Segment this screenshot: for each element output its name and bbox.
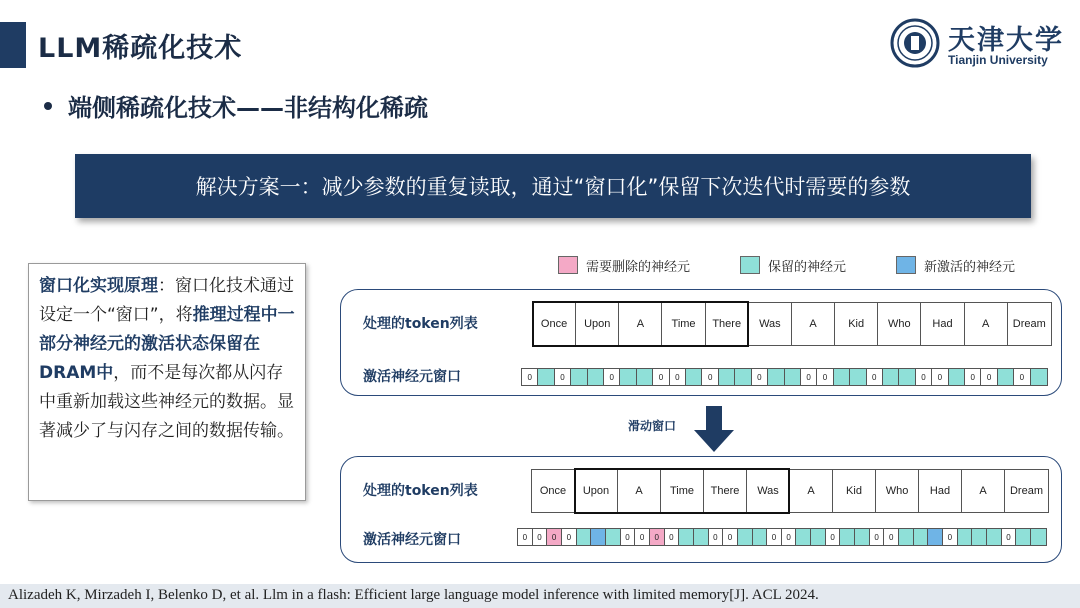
token-cell: A: [792, 303, 835, 345]
neuron-cell: [914, 529, 929, 545]
neuron-cell: 0: [782, 529, 797, 545]
legend-swatch-blue: [896, 256, 916, 274]
token-cell: Time: [662, 303, 705, 345]
token-cell: Who: [878, 303, 921, 345]
neuron-cell: 0: [635, 529, 650, 545]
legend-swatch-teal: [740, 256, 760, 274]
neuron-cell: 0: [533, 529, 548, 545]
neuron-cell: [949, 369, 965, 385]
neuron-cell: 0: [965, 369, 981, 385]
neuron-cell: [1016, 529, 1031, 545]
panel-before-slide: [340, 289, 1062, 396]
citation-footer: Alizadeh K, Mirzadeh I, Belenko D, et al. Llm in a flash: Efficient large language model inference with limited memory[J]. ACL 2024.: [0, 584, 1080, 608]
neuron-cell: [928, 529, 943, 545]
neuron-cell: [840, 529, 855, 545]
neuron-cell: 0: [723, 529, 738, 545]
neuron-cell: [796, 529, 811, 545]
neuron-window-label: 激活神经元窗口: [363, 369, 461, 385]
slide-window-label: 滑动窗口: [628, 419, 677, 433]
title-accent-bar: [0, 22, 26, 68]
neuron-window-cells: [521, 368, 1048, 386]
neuron-cell: [571, 369, 587, 385]
neuron-cell: 0: [518, 529, 533, 545]
neuron-cell: 0: [653, 369, 669, 385]
neuron-cell: 0: [767, 529, 782, 545]
token-cell: Dream: [1012, 318, 1046, 330]
neuron-window-cells: [517, 528, 1047, 546]
neuron-cell: [591, 529, 606, 545]
neuron-cell: 0: [604, 369, 620, 385]
neuron-cell: 0: [665, 529, 680, 545]
token-cell: Upon: [575, 470, 618, 512]
neuron-window-label: 激活神经元窗口: [363, 532, 461, 548]
legend-item-keep: [740, 254, 846, 276]
token-cell: A: [790, 470, 833, 512]
neuron-cell: 0: [562, 529, 577, 545]
neuron-cell: 0: [943, 529, 958, 545]
neuron-cell: [899, 369, 915, 385]
neuron-cell: [738, 529, 753, 545]
neuron-cell: [987, 529, 1002, 545]
neuron-cell: 0: [555, 369, 571, 385]
token-cell: Kid: [835, 303, 878, 345]
token-cell: Time: [661, 470, 704, 512]
neuron-cell: 0: [916, 369, 932, 385]
neuron-cell: 0: [884, 529, 899, 545]
neuron-cell: 0: [817, 369, 833, 385]
neuron-cell: [1031, 369, 1047, 385]
token-list-label: 处理的token列表: [363, 483, 478, 499]
neuron-cell: 0: [650, 529, 665, 545]
solution-banner: 解决方案一：减少参数的重复读取，通过“窗口化”保留下次迭代时需要的参数: [75, 154, 1031, 218]
token-cell: Had: [919, 470, 962, 512]
logo-english-name: Tianjin University: [948, 53, 1048, 67]
bullet-dot: [44, 102, 52, 110]
token-list-label: 处理的token列表: [363, 316, 478, 332]
neuron-cell: [588, 369, 604, 385]
neuron-cell: 0: [670, 369, 686, 385]
neuron-cell: [620, 369, 636, 385]
token-list: [531, 469, 1049, 513]
neuron-cell: 0: [826, 529, 841, 545]
token-cell: Upon: [576, 303, 619, 345]
neuron-cell: 0: [702, 369, 718, 385]
section-heading: [44, 88, 428, 123]
neuron-cell: 0: [547, 529, 562, 545]
neuron-cell: 0: [1014, 369, 1030, 385]
neuron-cell: 0: [522, 369, 538, 385]
panel-after-slide: [340, 456, 1062, 563]
neuron-cell: [753, 529, 768, 545]
legend-label-new: 新激活的神经元: [924, 259, 1016, 275]
legend-label-delete: 需要删除的神经元: [586, 259, 691, 275]
neuron-cell: [637, 369, 653, 385]
university-seal-icon: [890, 18, 940, 68]
explanation-heading: 窗口化实现原理: [39, 276, 158, 296]
neuron-cell: [958, 529, 973, 545]
neuron-cell: 0: [621, 529, 636, 545]
token-cell: Was: [747, 470, 790, 512]
token-cell: Once: [533, 303, 576, 345]
neuron-cell: 0: [867, 369, 883, 385]
explanation-highlight: 推理过程中一部分神经元的激活状态保留在DRAM中: [39, 305, 295, 383]
neuron-cell: 0: [801, 369, 817, 385]
legend-item-new: [896, 254, 1015, 276]
neuron-cell: [679, 529, 694, 545]
neuron-cell: [883, 369, 899, 385]
neuron-cell: [606, 529, 621, 545]
neuron-cell: [850, 369, 866, 385]
neuron-cell: [577, 529, 592, 545]
page-title: LLM稀疏化技术: [38, 33, 243, 64]
neuron-cell: [811, 529, 826, 545]
token-cell: Had: [921, 303, 964, 345]
token-cell: There: [706, 303, 749, 345]
neuron-cell: 0: [932, 369, 948, 385]
section-heading-text: 端侧稀疏化技术——非结构化稀疏: [68, 94, 428, 122]
token-cell: A: [962, 470, 1005, 512]
token-cell: Who: [876, 470, 919, 512]
university-logo: [888, 16, 1068, 72]
neuron-cell: [694, 529, 709, 545]
token-cell: A: [618, 470, 661, 512]
token-cell: A: [965, 303, 1008, 345]
neuron-cell: [719, 369, 735, 385]
neuron-cell: [735, 369, 751, 385]
token-cell: A: [619, 303, 662, 345]
explanation-text-2: ，而不是每次都从闪存中重新加载这些神经元的数据。显著减少了与闪存之间的数据传输。: [39, 363, 294, 441]
token-cell: Was: [749, 303, 792, 345]
neuron-cell: [998, 369, 1014, 385]
legend-swatch-pink: [558, 256, 578, 274]
token-cell: Once: [532, 470, 575, 512]
neuron-cell: 0: [981, 369, 997, 385]
neuron-cell: 0: [752, 369, 768, 385]
neuron-cell: [768, 369, 784, 385]
token-list: [532, 302, 1052, 346]
token-cell: Kid: [833, 470, 876, 512]
neuron-cell: 0: [870, 529, 885, 545]
token-cell: There: [704, 470, 747, 512]
neuron-cell: [785, 369, 801, 385]
token-cell: Dream: [1009, 485, 1043, 497]
neuron-cell: [899, 529, 914, 545]
legend-label-keep: 保留的神经元: [768, 259, 847, 275]
legend-item-delete: [558, 254, 690, 276]
neuron-cell: [1031, 529, 1046, 545]
arrow-down-icon: [694, 406, 734, 452]
logo-chinese-name: 天津大学: [948, 25, 1064, 56]
neuron-cell: [538, 369, 554, 385]
neuron-cell: [855, 529, 870, 545]
neuron-cell: [686, 369, 702, 385]
explanation-text-1: ：窗口化技术通过设定一个“窗口”，将: [39, 276, 294, 325]
explanation-box: [28, 263, 306, 501]
neuron-cell: [834, 369, 850, 385]
neuron-cell: 0: [709, 529, 724, 545]
neuron-cell: [972, 529, 987, 545]
neuron-cell: 0: [1002, 529, 1017, 545]
